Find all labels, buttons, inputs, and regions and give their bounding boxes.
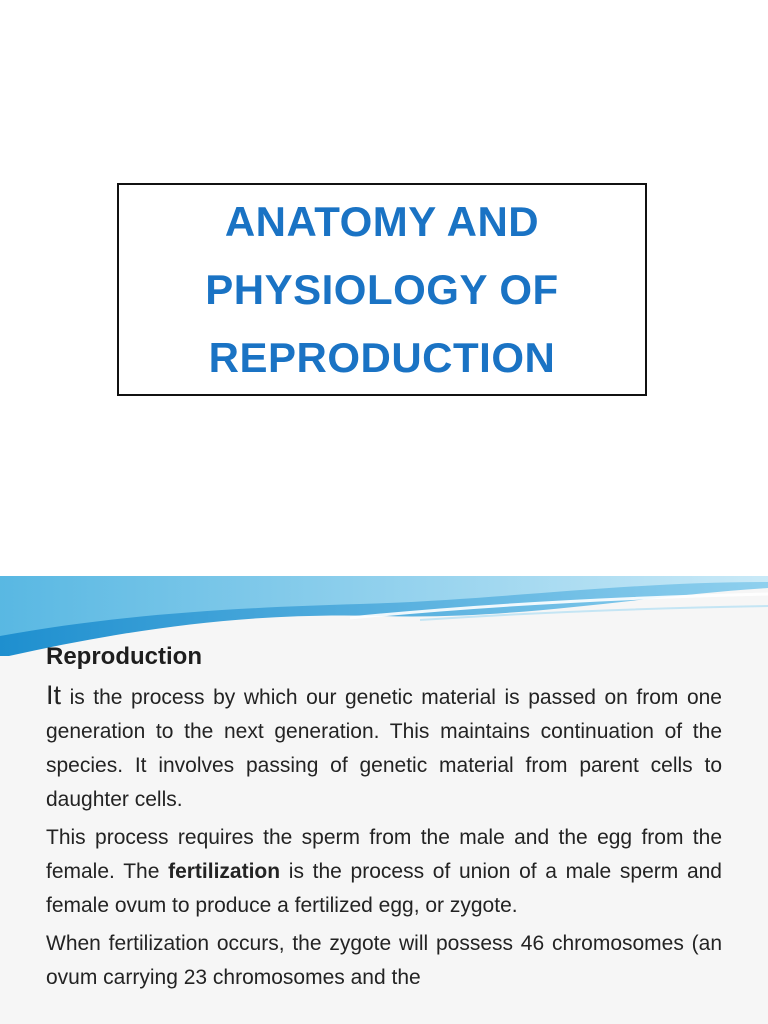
content-body: [46, 642, 722, 999]
title-box: [117, 183, 647, 396]
paragraph-2-text-a: This process requires the sperm from the male and the egg from the female. The: [46, 826, 722, 883]
title-line-2: PHYSIOLOGY OF: [205, 265, 559, 313]
fertilization-term: fertilization: [168, 860, 281, 883]
title-line-3: REPRODUCTION: [208, 333, 556, 381]
title-line-1: ANATOMY AND: [224, 197, 540, 245]
paragraph-1-text: is the process by which our genetic material is passed on from one generation to the next generation. This maintains continuation of the species. It involves passing of genetic material from parent cells to daughter cells.: [46, 686, 722, 811]
section-heading: Reproduction: [46, 643, 202, 670]
page-title: [205, 188, 558, 392]
paragraph-1: [46, 678, 722, 817]
paragraph-2-text-b: is the process of union of a male sperm and female ovum to produce a fertilized egg, or zygote.: [46, 860, 722, 917]
paragraph-3: When fertilization occurs, the zygote will possess 46 chromosomes (an ovum carrying 23 chromosomes and the: [46, 932, 722, 989]
paragraph-2: [46, 821, 722, 923]
content-slide: [0, 576, 768, 1024]
paragraph-1-lead: It: [46, 680, 62, 710]
